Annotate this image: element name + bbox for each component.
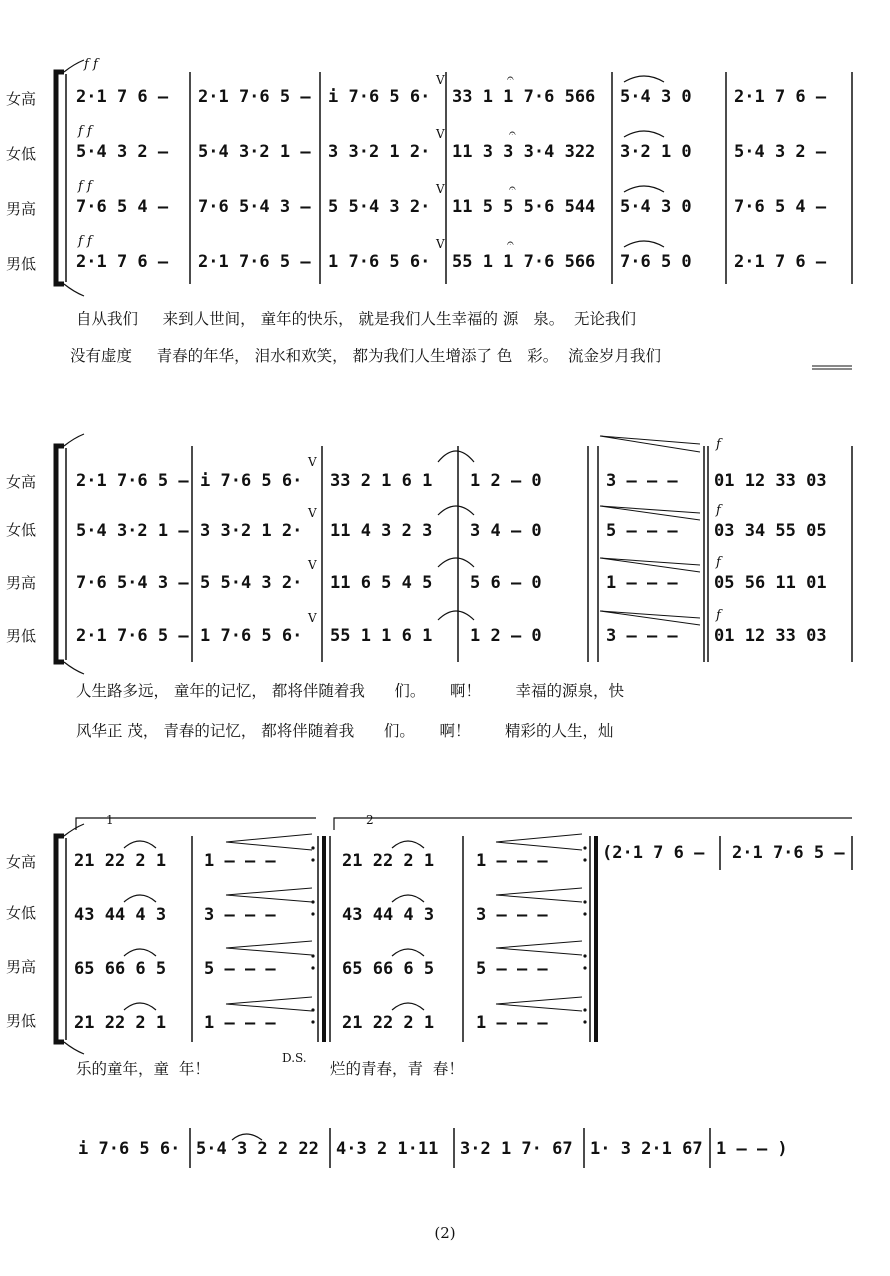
measure: 1 7·6 5 6·	[200, 626, 303, 646]
measure: 5 5·4 3 2·	[200, 573, 303, 593]
measure: 3 — — —	[606, 626, 678, 646]
slur	[624, 131, 664, 137]
staff-row-alto	[76, 521, 827, 541]
measure: 7·6 5·4 3 —	[198, 197, 311, 217]
bracket-curl	[64, 284, 84, 296]
dynamic-ff: f f	[78, 124, 92, 139]
measure: 5 — — —	[606, 521, 678, 541]
measure: 3 3·2 1 2·	[328, 142, 431, 162]
hairpin	[226, 941, 312, 955]
bracket-curl	[64, 1042, 84, 1054]
staff-row-bass	[76, 626, 827, 646]
measure: i 7·6 5 6·	[200, 471, 303, 491]
measure: 7·6 5 0	[620, 252, 692, 272]
hairpin	[600, 506, 700, 520]
measure: 3 4 — 0	[470, 521, 542, 541]
system-bracket	[56, 446, 64, 662]
lyric-line-1: 自从我们 来到人世间， 童年的快乐， 就是我们人生幸福的 源 泉。 无论我们	[76, 310, 637, 328]
bracket-curl	[64, 824, 84, 836]
coda-line	[78, 1128, 788, 1168]
measure: 43 44 4 3	[342, 905, 435, 925]
bracket-curl	[64, 60, 84, 72]
slur	[124, 949, 156, 956]
measure: 55 1 1 7·6 566	[452, 252, 596, 272]
staff-row-tenor	[76, 197, 827, 217]
measure: 4·3 2 1·11	[336, 1139, 439, 1159]
measure: 2·1 7 6 —	[734, 252, 827, 272]
measure: 01 12 33 03	[714, 626, 827, 646]
measure: 21 22 2 1	[342, 851, 435, 871]
fermata: 𝄐	[509, 181, 516, 195]
measure: 11 4 3 2 3	[330, 521, 433, 541]
slur	[392, 1003, 424, 1010]
breath-mark: V	[308, 558, 317, 572]
measure: 33 1 1 7·6 566	[452, 87, 596, 107]
breath-mark: V	[436, 73, 445, 87]
lyric-line-1: 人生路多远， 童年的记忆， 都将伴随着我 们。 啊！ 幸福的源泉，快	[76, 682, 625, 700]
voice-label-tenor: 男高	[6, 200, 37, 218]
system-3	[6, 813, 852, 1078]
voice-label-alto: 女低	[6, 145, 37, 163]
staff-row-alto	[74, 905, 548, 925]
hairpin	[496, 997, 582, 1011]
measure: 11 6 5 4 5	[330, 573, 433, 593]
staff-row-soprano	[74, 851, 548, 871]
dynamic-f: f	[716, 503, 721, 518]
voice-label-soprano: 女高	[6, 473, 37, 491]
system-1	[6, 57, 852, 369]
slur	[392, 949, 424, 956]
voice-label-soprano: 女高	[6, 90, 37, 108]
staff-row-soprano	[76, 87, 827, 107]
measure: 1 — — )	[716, 1139, 788, 1159]
measure: 55 1 1 6 1	[330, 626, 433, 646]
measure: 01 12 33 03	[714, 471, 827, 491]
dynamic-ff: f f	[78, 179, 92, 194]
measure: 5 — — —	[204, 959, 276, 979]
breath-mark: V	[436, 182, 445, 196]
slur	[624, 76, 664, 82]
slur	[624, 241, 664, 247]
measure: 7·6 5·4 3 —	[76, 573, 189, 593]
interlude-measure: (2·1 7 6 —	[602, 843, 705, 863]
measure: 2·1 7·6 5 —	[76, 626, 189, 646]
measure: 5·4 3 2 2 22	[196, 1139, 319, 1159]
staff-row-soprano	[76, 471, 827, 491]
measure: 7·6 5 4 —	[734, 197, 827, 217]
measure: i 7·6 5 6·	[328, 87, 431, 107]
measure: 21 22 2 1	[74, 851, 167, 871]
slur	[124, 841, 156, 848]
hairpin	[226, 888, 312, 902]
bracket-curl	[64, 434, 84, 446]
voice-label-bass: 男低	[6, 255, 37, 273]
measure: 1 — — —	[204, 851, 276, 871]
staff-row-tenor	[74, 959, 548, 979]
measure: 1 2 — 0	[470, 626, 542, 646]
measure: 1 2 — 0	[470, 471, 542, 491]
measure: 3 — — —	[476, 905, 548, 925]
lyric-volta-1: 乐的童年，童 年！	[76, 1060, 210, 1078]
tie	[438, 451, 474, 462]
hairpin	[600, 558, 700, 572]
measure: 5·4 3·2 1 —	[76, 521, 189, 541]
voice-label-alto: 女低	[6, 904, 37, 922]
measure: 43 44 4 3	[74, 905, 167, 925]
page-number: (2)	[434, 1224, 456, 1242]
tie	[438, 558, 474, 567]
voice-label-tenor: 男高	[6, 958, 37, 976]
measure: 5·4 3 0	[620, 87, 692, 107]
breath-mark: V	[436, 127, 445, 141]
voice-label-bass: 男低	[6, 627, 37, 645]
hairpin	[496, 941, 582, 955]
measure: 1 — — —	[204, 1013, 276, 1033]
system-2	[6, 434, 852, 740]
measure: 5 — — —	[476, 959, 548, 979]
measure: 65 66 6 5	[74, 959, 167, 979]
dynamic-f: f	[716, 555, 721, 570]
measure: 2·1 7·6 5 —	[76, 471, 189, 491]
breath-mark: V	[308, 611, 317, 625]
measure: 03 34 55 05	[714, 521, 827, 541]
voice-label-alto: 女低	[6, 521, 37, 539]
measure: 2·1 7 6 —	[76, 87, 169, 107]
tie	[438, 611, 474, 620]
measure: 5·4 3·2 1 —	[198, 142, 311, 162]
measure: 3 3·2 1 2·	[200, 521, 303, 541]
measure: 2·1 7 6 —	[734, 87, 827, 107]
measure: 1 — — —	[476, 1013, 548, 1033]
measure: 5·4 3 0	[620, 197, 692, 217]
measure: 2·1 7·6 5 —	[198, 252, 311, 272]
measure: 11 3 3 3·4 322	[452, 142, 596, 162]
measure: 5 6 — 0	[470, 573, 542, 593]
measure: 1· 3 2·1 67	[590, 1139, 703, 1159]
interlude-measure: 2·1 7·6 5 —	[732, 843, 845, 863]
slur	[124, 895, 156, 902]
ds-marking: D.S.	[282, 1051, 307, 1065]
measure: 05 56 11 01	[714, 573, 827, 593]
hairpin	[226, 997, 312, 1011]
measure: 7·6 5 4 —	[76, 197, 169, 217]
breath-mark: V	[308, 455, 317, 469]
fermata: 𝄐	[507, 71, 514, 85]
measure: 3·2 1 7· 67	[460, 1139, 573, 1159]
slur	[392, 841, 424, 848]
staff-row-bass	[76, 252, 827, 272]
measure: i 7·6 5 6·	[78, 1139, 181, 1159]
slur	[392, 895, 424, 902]
measure: 3 — — —	[204, 905, 276, 925]
lyric-volta-2: 烂的青春，青 春！	[330, 1060, 464, 1078]
dynamic-ff: f f	[78, 234, 92, 249]
staff-row-tenor	[76, 573, 827, 593]
hairpin	[496, 888, 582, 902]
measure: 11 5 5 5·6 544	[452, 197, 596, 217]
dynamic-f: f	[716, 608, 721, 623]
measure: 1 7·6 5 6·	[328, 252, 431, 272]
breath-mark: V	[308, 506, 317, 520]
fermata: 𝄐	[509, 126, 516, 140]
slur	[624, 186, 664, 192]
lyric-line-2: 风华正 茂， 青春的记忆， 都将伴随着我 们。 啊！ 精彩的人生，灿	[76, 722, 614, 740]
measure: 3·2 1 0	[620, 142, 692, 162]
hairpin	[226, 834, 312, 850]
measure: 21 22 2 1	[74, 1013, 167, 1033]
breath-mark: V	[436, 237, 445, 251]
measure: 1 — — —	[476, 851, 548, 871]
measure: 1 — — —	[606, 573, 678, 593]
hairpin	[496, 834, 582, 850]
tie	[438, 506, 474, 515]
volta-number-2: 2	[366, 813, 374, 827]
measure: 3 — — —	[606, 471, 678, 491]
measure: 5 5·4 3 2·	[328, 197, 431, 217]
measure: 65 66 6 5	[342, 959, 435, 979]
system-bracket	[56, 72, 64, 284]
system-bracket	[56, 836, 64, 1042]
staff-row-bass	[74, 1013, 548, 1033]
voice-label-bass: 男低	[6, 1012, 37, 1030]
voice-label-soprano: 女高	[6, 853, 37, 871]
volta-number-1: 1	[106, 813, 114, 827]
slur	[124, 1003, 156, 1010]
volta-bracket-2	[334, 818, 852, 830]
measure: 2·1 7·6 5 —	[198, 87, 311, 107]
measure: 2·1 7 6 —	[76, 252, 169, 272]
staff-row-alto	[76, 142, 827, 162]
measure: 21 22 2 1	[342, 1013, 435, 1033]
measure: 33 2 1 6 1	[330, 471, 433, 491]
hairpin	[600, 436, 700, 452]
hairpin	[600, 611, 700, 625]
dynamic-ff: f f	[84, 57, 98, 72]
voice-label-tenor: 男高	[6, 574, 37, 592]
measure: 5·4 3 2 —	[734, 142, 827, 162]
bracket-curl	[64, 662, 84, 674]
dynamic-f: f	[716, 437, 721, 452]
measure: 5·4 3 2 —	[76, 142, 169, 162]
fermata: 𝄐	[507, 236, 514, 250]
lyric-line-2: 没有虚度 青春的年华， 泪水和欢笑， 都为我们人生增添了 色 彩。 流金岁月我们	[70, 347, 662, 365]
